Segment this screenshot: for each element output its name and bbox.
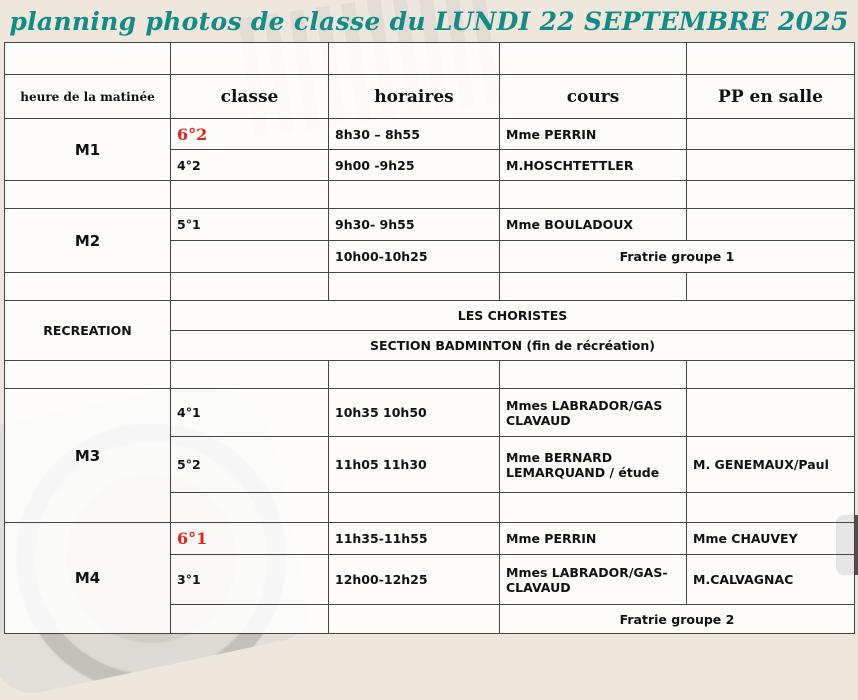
header-pp: PP en salle bbox=[687, 75, 855, 119]
cours-cell: Mme PERRIN bbox=[500, 119, 687, 150]
pp-cell: M. GENEMAUX/Paul bbox=[687, 437, 855, 493]
empty-cell bbox=[5, 181, 171, 209]
empty-cell bbox=[5, 361, 171, 389]
schedule-table bbox=[4, 42, 855, 634]
table-row bbox=[5, 389, 855, 437]
empty-cell bbox=[5, 273, 171, 301]
horaires-cell: 9h30- 9h55 bbox=[329, 209, 500, 241]
table-row bbox=[5, 119, 855, 150]
classe-cell bbox=[171, 241, 329, 273]
cours-cell: Mmes LABRADOR/GAS CLAVAUD bbox=[500, 389, 687, 437]
empty-cell bbox=[171, 43, 329, 75]
header-cours: cours bbox=[500, 75, 687, 119]
classe-cell: 6°2 bbox=[171, 119, 329, 150]
empty-cell bbox=[687, 43, 855, 75]
empty-cell bbox=[329, 181, 500, 209]
cours-cell: Mmes LABRADOR/GAS-CLAVAUD bbox=[500, 555, 687, 605]
pp-cell bbox=[687, 389, 855, 437]
cours-cell: Mme PERRIN bbox=[500, 523, 687, 555]
classe-cell: 4°1 bbox=[171, 389, 329, 437]
spacer-row bbox=[5, 273, 855, 301]
spacer-row bbox=[5, 361, 855, 389]
horaires-cell: 8h30 – 8h55 bbox=[329, 119, 500, 150]
classe-cell bbox=[171, 605, 329, 634]
slot-m1: M1 bbox=[5, 119, 171, 181]
empty-cell bbox=[329, 493, 500, 523]
slot-m2: M2 bbox=[5, 209, 171, 273]
slot-m4: M4 bbox=[5, 523, 171, 634]
header-row bbox=[5, 75, 855, 119]
empty-cell bbox=[500, 43, 687, 75]
slot-m3: M3 bbox=[5, 389, 171, 523]
empty-cell bbox=[500, 493, 687, 523]
empty-cell bbox=[687, 181, 855, 209]
cours-cell: Mme BERNARD LEMARQUAND / étude bbox=[500, 437, 687, 493]
empty-cell bbox=[5, 43, 171, 75]
empty-cell bbox=[687, 273, 855, 301]
empty-cell bbox=[329, 43, 500, 75]
pp-cell: Mme CHAUVEY bbox=[687, 523, 855, 555]
empty-cell bbox=[329, 273, 500, 301]
classe-cell: 4°2 bbox=[171, 150, 329, 181]
empty-cell bbox=[500, 181, 687, 209]
empty-cell bbox=[329, 361, 500, 389]
cours-cell: Mme BOULADOUX bbox=[500, 209, 687, 241]
table-row bbox=[5, 523, 855, 555]
pp-cell bbox=[687, 150, 855, 181]
horaires-cell: 11h05 11h30 bbox=[329, 437, 500, 493]
empty-cell bbox=[687, 493, 855, 523]
table-row bbox=[5, 43, 855, 75]
header-horaires: horaires bbox=[329, 75, 500, 119]
header-heure: heure de la matinée bbox=[5, 75, 171, 119]
table-row bbox=[5, 209, 855, 241]
empty-cell bbox=[500, 273, 687, 301]
empty-cell bbox=[687, 361, 855, 389]
classe-cell: 5°2 bbox=[171, 437, 329, 493]
pp-cell: M.CALVAGNAC bbox=[687, 555, 855, 605]
empty-cell bbox=[171, 181, 329, 209]
page-title: planning photos de classe du LUNDI 22 SEPTEMBRE 2025 bbox=[9, 7, 849, 36]
empty-cell bbox=[171, 361, 329, 389]
cours-cell: M.HOSCHTETTLER bbox=[500, 150, 687, 181]
header-classe: classe bbox=[171, 75, 329, 119]
horaires-cell: 12h00-12h25 bbox=[329, 555, 500, 605]
fratrie-cell: Fratrie groupe 2 bbox=[500, 605, 855, 634]
classe-cell: 5°1 bbox=[171, 209, 329, 241]
fratrie-cell: Fratrie groupe 1 bbox=[500, 241, 855, 273]
pp-cell bbox=[687, 119, 855, 150]
empty-cell bbox=[171, 493, 329, 523]
empty-cell bbox=[171, 273, 329, 301]
classe-cell: 6°1 bbox=[171, 523, 329, 555]
classe-cell: 3°1 bbox=[171, 555, 329, 605]
horaires-cell bbox=[329, 605, 500, 634]
horaires-cell: 10h00-10h25 bbox=[329, 241, 500, 273]
pp-cell bbox=[687, 209, 855, 241]
badminton-cell: SECTION BADMINTON (fin de récréation) bbox=[171, 331, 855, 361]
horaires-cell: 9h00 -9h25 bbox=[329, 150, 500, 181]
table-row bbox=[5, 301, 855, 331]
empty-cell bbox=[500, 361, 687, 389]
horaires-cell: 11h35-11h55 bbox=[329, 523, 500, 555]
slot-recreation: RECREATION bbox=[5, 301, 171, 361]
horaires-cell: 10h35 10h50 bbox=[329, 389, 500, 437]
spacer-row bbox=[5, 181, 855, 209]
choristes-cell: LES CHORISTES bbox=[171, 301, 855, 331]
